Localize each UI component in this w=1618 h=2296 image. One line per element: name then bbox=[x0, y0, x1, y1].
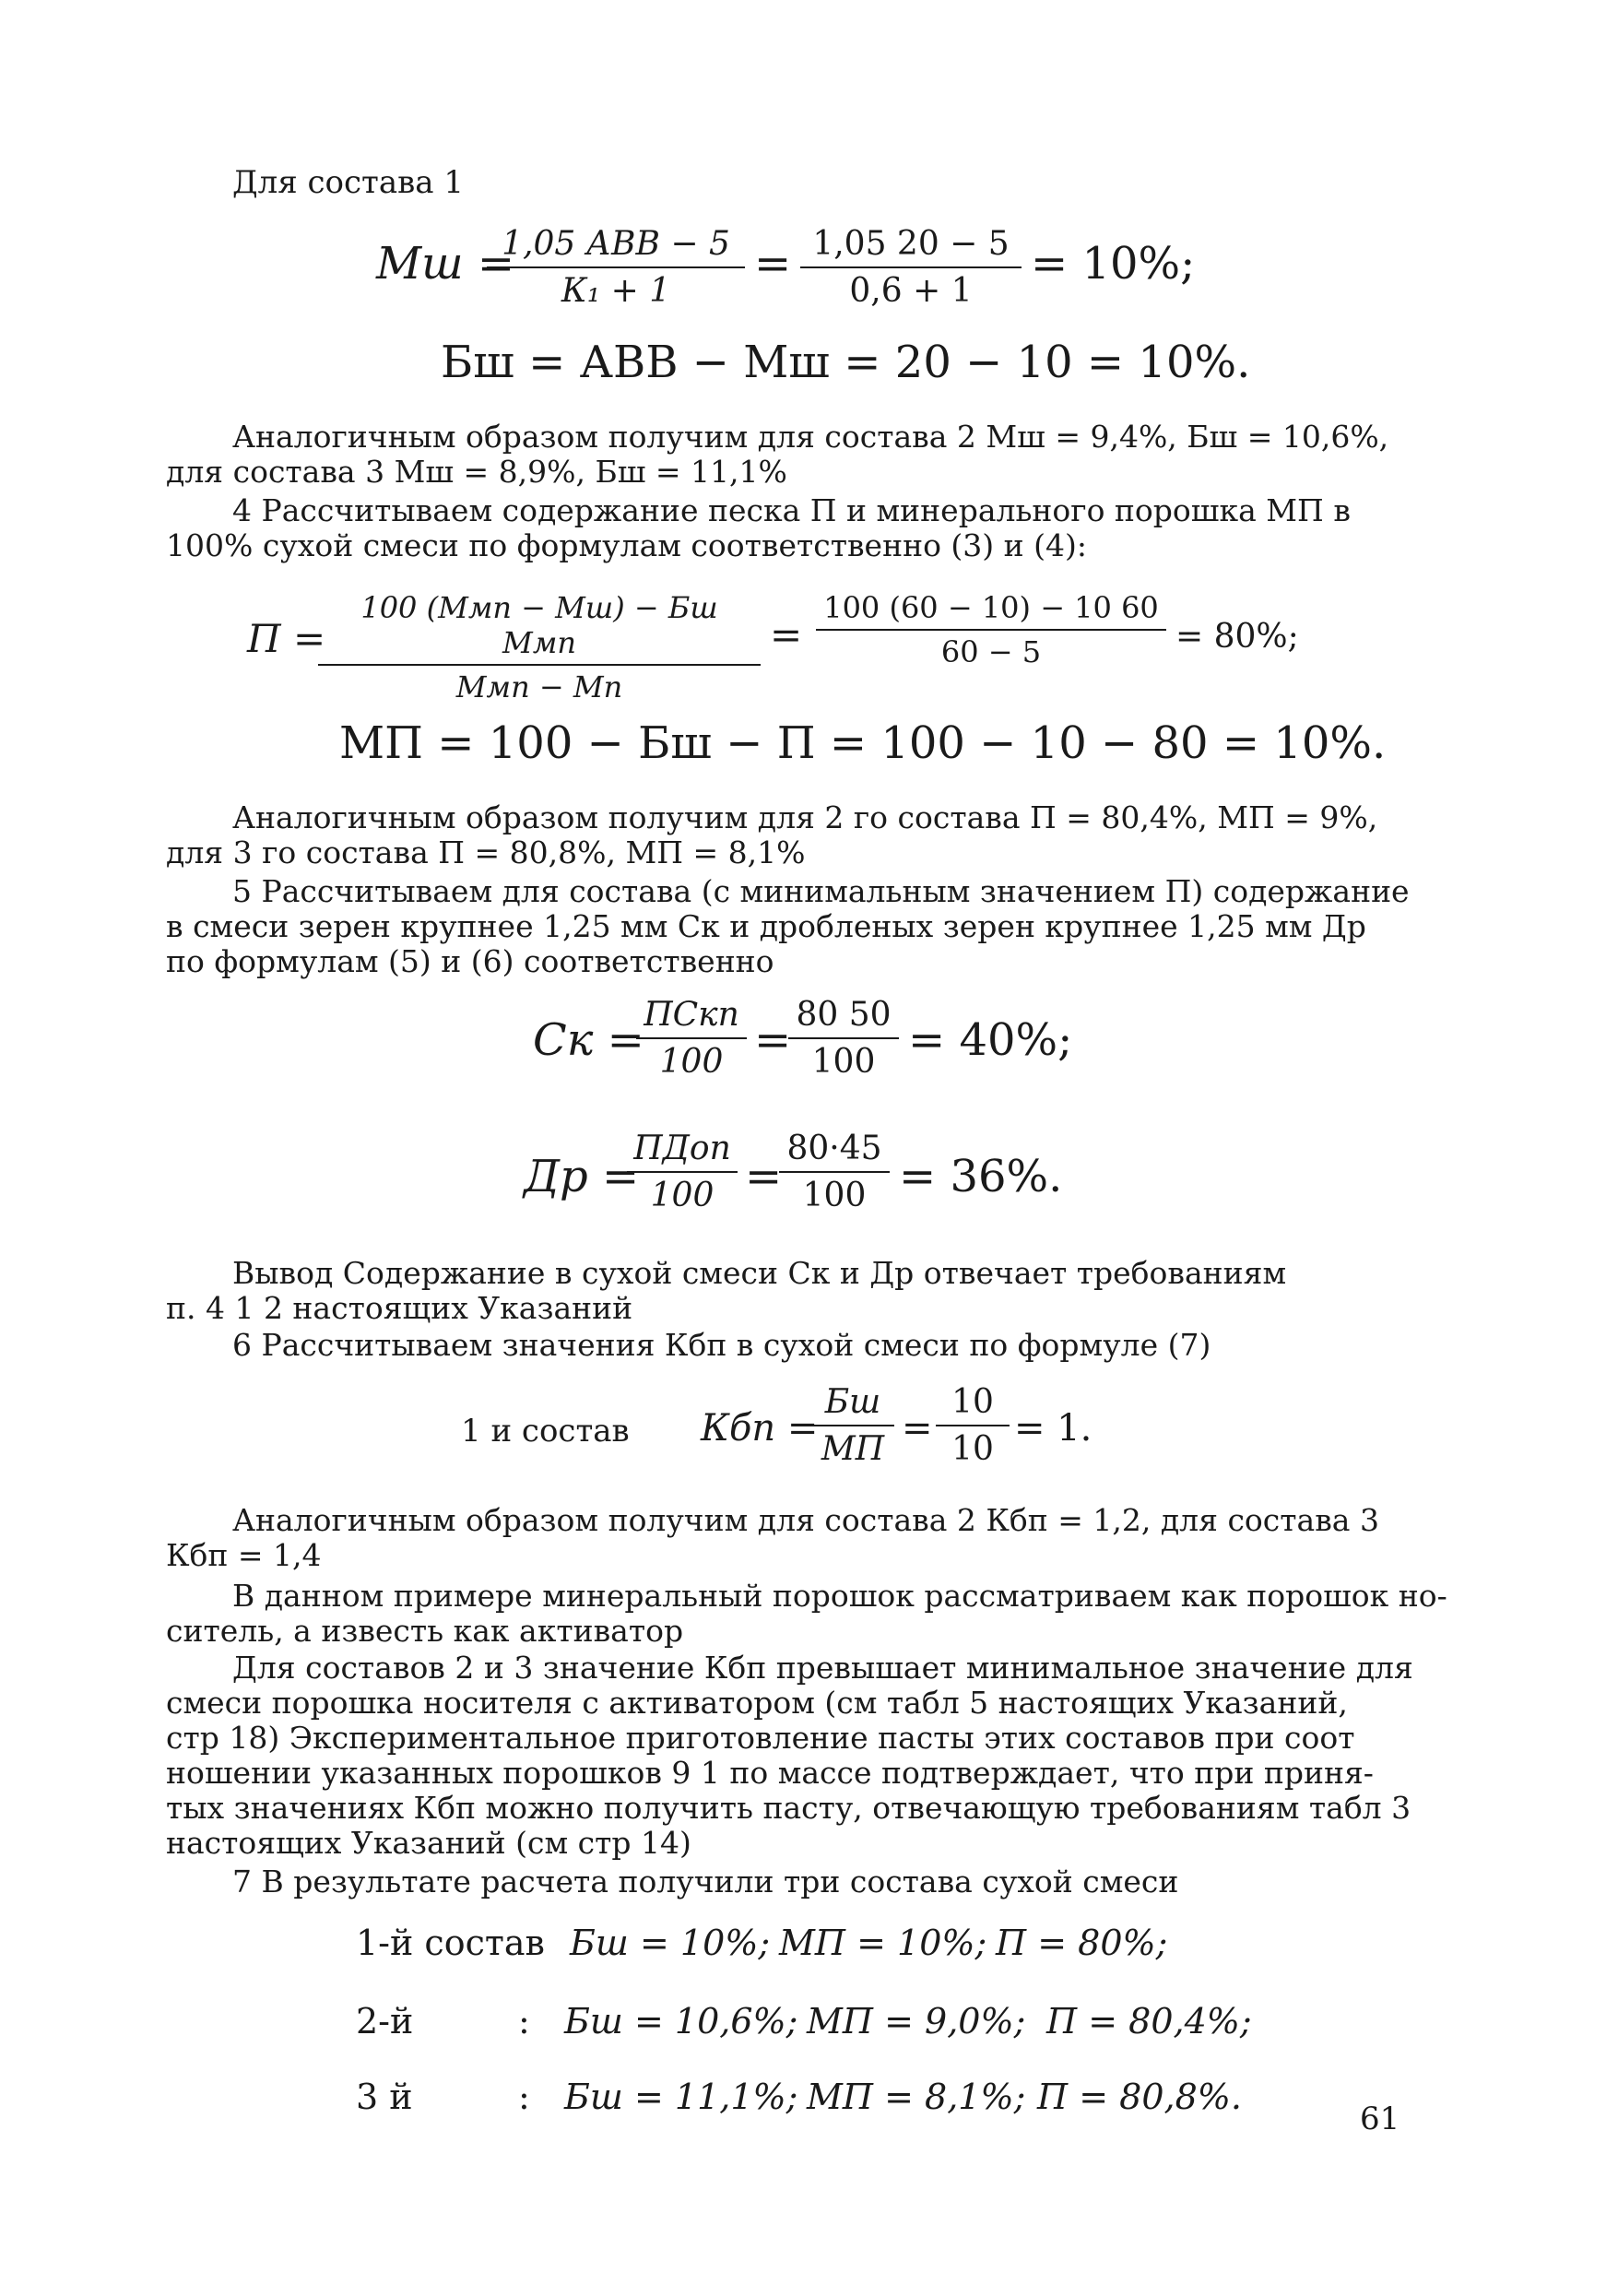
paragraph-line: 6 Рассчитываем значения Кбп в сухой смеси по формуле (7) bbox=[232, 1327, 1211, 1363]
intro-text: Для состава 1 bbox=[232, 164, 464, 201]
paragraph-compositions-2-3 bbox=[166, 1650, 1413, 1861]
paragraph-line: 100% сухой смеси по формулам соответственно (3) и (4): bbox=[166, 527, 1088, 563]
kbp-fraction-1-numerator: Бш bbox=[811, 1383, 894, 1426]
kbp-equals: = bbox=[902, 1407, 933, 1450]
paragraph-step-7 bbox=[166, 1864, 1406, 1900]
paragraph-line: тых значениях Кбп можно получить пасту, отвечающую требованиям табл 3 bbox=[166, 1790, 1411, 1826]
ck-fraction-1-numerator: ПСкп bbox=[636, 996, 747, 1039]
paragraph-line: п. 4 1 2 настоящих Указаний bbox=[166, 1290, 633, 1326]
kbp-fraction-1-denominator: МП bbox=[821, 1430, 885, 1468]
paragraph-line: стр 18) Экспериментальное приготовление пасты этих составов при соот bbox=[166, 1720, 1355, 1756]
dr-formula-lhs: Др = bbox=[524, 1151, 640, 1202]
paragraph-line: настоящих Указаний (см стр 14) bbox=[166, 1825, 691, 1861]
paragraph-line: ношении указанных порошков 9 1 по массе подтверждает, что при приня- bbox=[166, 1755, 1374, 1791]
paragraph-conclusion bbox=[166, 1256, 1406, 1326]
msh-fraction-1 bbox=[487, 225, 745, 310]
ck-fraction-2-numerator: 80 50 bbox=[788, 996, 899, 1039]
kbp-fraction-2-numerator: 10 bbox=[936, 1383, 1010, 1426]
dr-fraction-1-numerator: ПДоп bbox=[627, 1130, 738, 1173]
result-b: Бш = 10%; bbox=[570, 1923, 771, 1963]
result-p: П = 80,8%. bbox=[1037, 2077, 1242, 2117]
result-p: П = 80%; bbox=[996, 1923, 1168, 1963]
p-formula-lhs: П = bbox=[247, 616, 326, 661]
result-label: 1-й состав bbox=[356, 1923, 545, 1963]
paragraph-line: Для составов 2 и 3 значение Кбп превышает минимальное значение для bbox=[232, 1650, 1413, 1686]
msh-fraction-2-denominator: 0,6 + 1 bbox=[849, 272, 973, 310]
paragraph-analog-3 bbox=[166, 1503, 1406, 1573]
kbp-fraction-2 bbox=[936, 1383, 1010, 1468]
kbp-result: = 1. bbox=[1014, 1407, 1092, 1450]
ck-fraction-2 bbox=[788, 996, 899, 1081]
msh-fraction-2-numerator: 1,05 20 − 5 bbox=[800, 225, 1022, 268]
msh-fraction-1-denominator: К₁ + 1 bbox=[561, 272, 671, 310]
paragraph-line: ситель, а известь как активатор bbox=[166, 1613, 684, 1649]
dr-result: = 36%. bbox=[899, 1151, 1063, 1202]
ck-equals: = bbox=[754, 1014, 792, 1066]
p-fraction-1-denominator: Ммп − Мп bbox=[455, 669, 623, 704]
result-separator: : bbox=[518, 2077, 530, 2117]
paragraph-line: Кбп = 1,4 bbox=[166, 1537, 322, 1573]
result-b: Бш = 10,6%; bbox=[564, 2001, 798, 2042]
mp-formula: МП = 100 − Бш − П = 100 − 10 − 80 = 10%. bbox=[339, 717, 1387, 769]
paragraph-line: 4 Рассчитываем содержание песка П и минерального порошка МП в bbox=[232, 492, 1351, 528]
p-fraction-1-numerator: 100 (Ммп − Мш) − Бш Ммп bbox=[318, 590, 761, 666]
msh-result: = 10%; bbox=[1031, 238, 1196, 290]
paragraph-line: В данном примере минеральный порошок рассматриваем как порошок но- bbox=[232, 1578, 1447, 1614]
result-p: П = 80,4%; bbox=[1046, 2001, 1252, 2042]
result-separator: : bbox=[518, 2001, 530, 2042]
msh-fraction-1-numerator: 1,05 АВВ − 5 bbox=[487, 225, 745, 268]
msh-equals: = bbox=[754, 238, 792, 290]
dr-fraction-2 bbox=[779, 1130, 890, 1214]
kbp-label: 1 и состав bbox=[461, 1413, 630, 1450]
paragraph-step-4 bbox=[166, 493, 1406, 563]
kbp-formula-lhs: Кбп = bbox=[701, 1407, 819, 1450]
paragraph-line: 7 В результате расчета получили три состава сухой смеси bbox=[232, 1864, 1179, 1900]
dr-fraction-2-denominator: 100 bbox=[802, 1177, 867, 1214]
paragraph-analog-2 bbox=[166, 800, 1406, 870]
msh-formula-lhs: Мш = bbox=[376, 238, 515, 290]
bsh-formula: Бш = АВВ − Мш = 20 − 10 = 10%. bbox=[441, 337, 1251, 388]
paragraph-line: 5 Рассчитываем для состава (с минимальным значением П) содержание bbox=[232, 873, 1410, 909]
p-result: = 80%; bbox=[1175, 618, 1299, 656]
p-fraction-2-denominator: 60 − 5 bbox=[940, 634, 1042, 669]
paragraph-step-6 bbox=[166, 1328, 1406, 1363]
msh-fraction-2 bbox=[800, 225, 1022, 310]
p-fraction-2 bbox=[816, 590, 1166, 669]
dr-fraction-1-denominator: 100 bbox=[650, 1177, 715, 1214]
dr-fraction-1 bbox=[627, 1130, 738, 1214]
paragraph-line: Вывод Содержание в сухой смеси Ск и Др отвечает требованиям bbox=[232, 1255, 1287, 1291]
paragraph-analog-1 bbox=[166, 420, 1406, 490]
p-fraction-1 bbox=[318, 590, 761, 704]
ck-fraction-1 bbox=[636, 996, 747, 1081]
paragraph-example-note bbox=[166, 1578, 1447, 1649]
paragraph-line: Аналогичным образом получим для состава 2 Мш = 9,4%, Бш = 10,6%, bbox=[232, 419, 1389, 455]
ck-formula-lhs: Ск = bbox=[533, 1014, 644, 1066]
result-mp: МП = 9,0%; bbox=[807, 2001, 1026, 2042]
dr-fraction-2-numerator: 80·45 bbox=[779, 1130, 890, 1173]
kbp-fraction-2-denominator: 10 bbox=[951, 1430, 994, 1468]
paragraph-line: для 3 го состава П = 80,8%, МП = 8,1% bbox=[166, 834, 806, 870]
paragraph-line: смеси порошка носителя с активатором (см табл 5 настоящих Указаний, bbox=[166, 1685, 1348, 1721]
kbp-fraction-1 bbox=[811, 1383, 894, 1468]
paragraph-line: Аналогичным образом получим для состава 2 Кбп = 1,2, для состава 3 bbox=[232, 1502, 1379, 1538]
paragraph-line: по формулам (5) и (6) соответственно bbox=[166, 943, 774, 979]
p-fraction-2-numerator: 100 (60 − 10) − 10 60 bbox=[816, 590, 1166, 631]
ck-result: = 40%; bbox=[908, 1014, 1073, 1066]
paragraph-line: Аналогичным образом получим для 2 го состава П = 80,4%, МП = 9%, bbox=[232, 799, 1378, 835]
paragraph-line: в смеси зерен крупнее 1,25 мм Ск и дробленых зерен крупнее 1,25 мм Др bbox=[166, 908, 1366, 944]
page-number: 61 bbox=[1360, 2101, 1400, 2137]
result-mp: МП = 10%; bbox=[779, 1923, 987, 1963]
dr-equals: = bbox=[745, 1151, 783, 1202]
ck-fraction-1-denominator: 100 bbox=[659, 1043, 724, 1081]
result-b: Бш = 11,1%; bbox=[564, 2077, 798, 2117]
result-label: 3 й bbox=[356, 2077, 413, 2117]
result-mp: МП = 8,1%; bbox=[807, 2077, 1026, 2117]
result-label: 2-й bbox=[356, 2001, 414, 2042]
ck-fraction-2-denominator: 100 bbox=[811, 1043, 876, 1081]
paragraph-step-5 bbox=[166, 873, 1410, 979]
p-equals: = bbox=[770, 612, 803, 657]
paragraph-line: для состава 3 Мш = 8,9%, Бш = 11,1% bbox=[166, 454, 787, 490]
